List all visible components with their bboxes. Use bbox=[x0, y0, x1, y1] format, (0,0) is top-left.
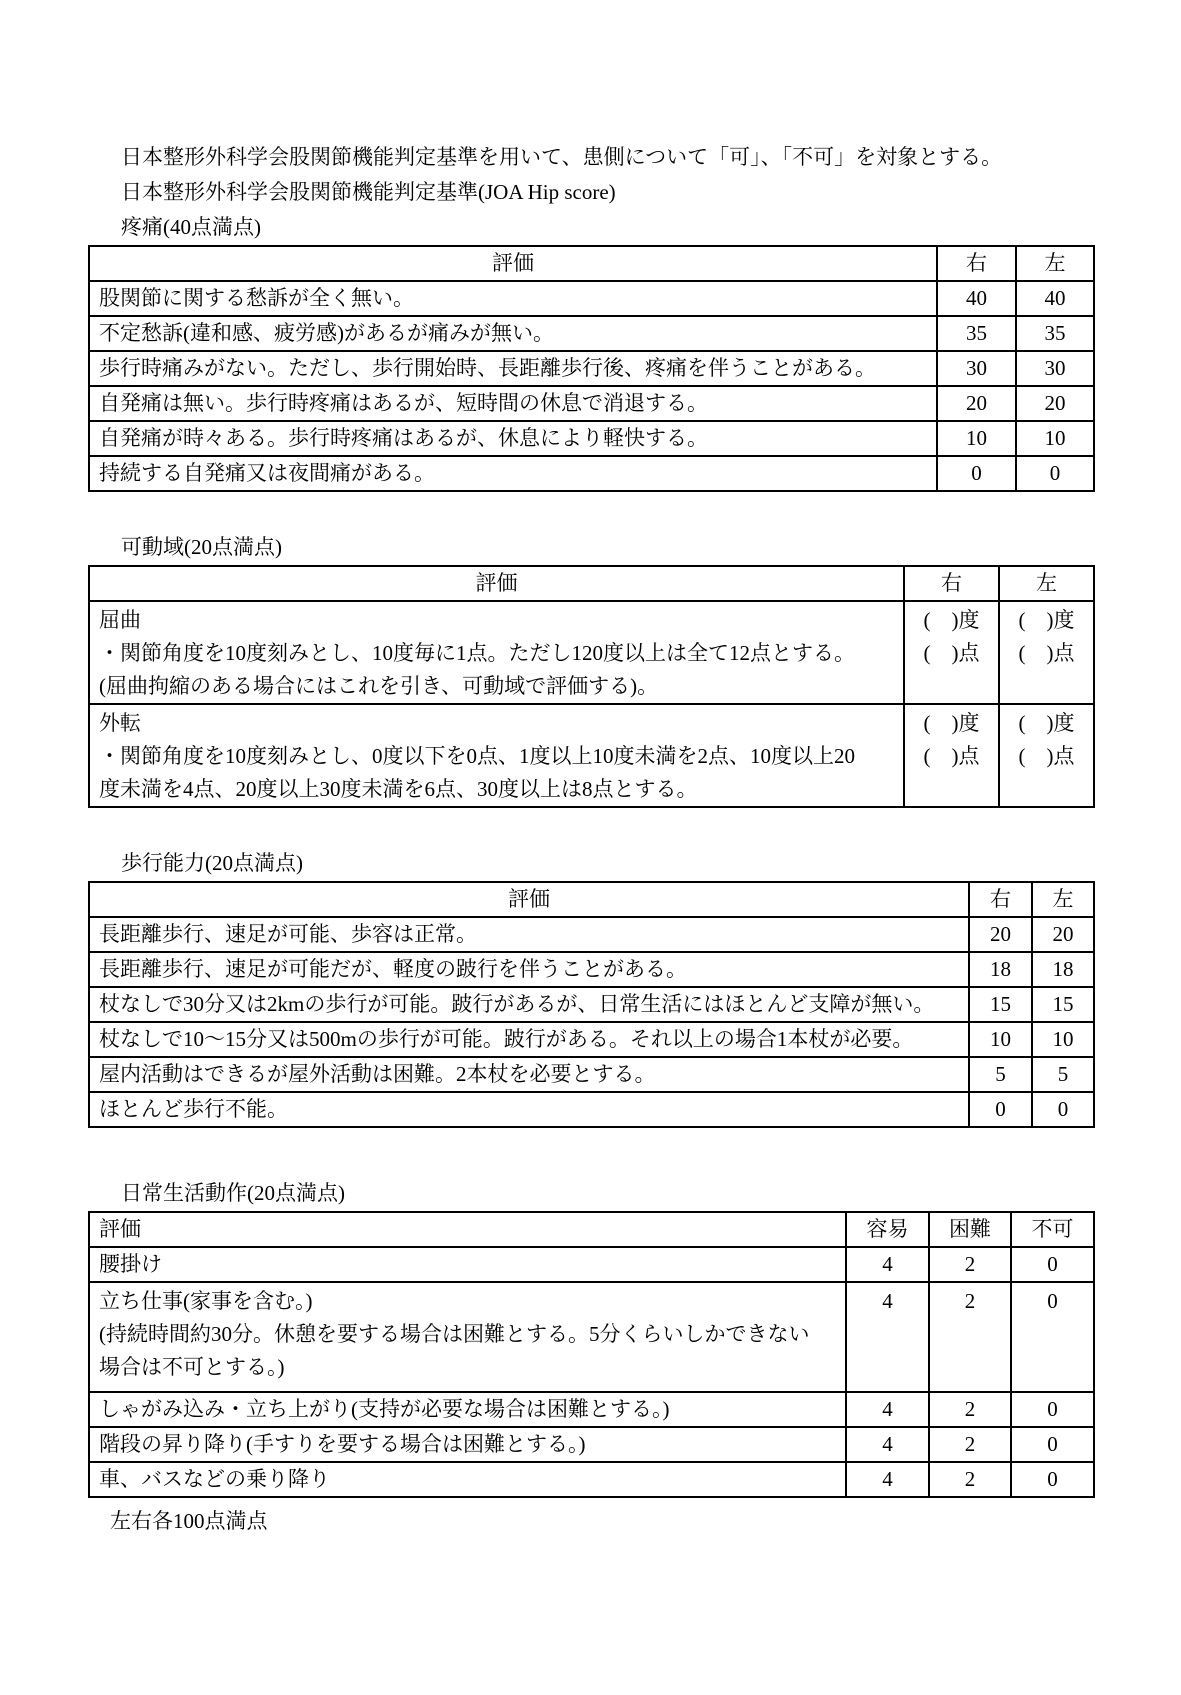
total-score-note: 左右各100点満点 bbox=[110, 1509, 268, 1533]
left-score-cell: 40 bbox=[1016, 281, 1094, 316]
right-entry-cell bbox=[904, 601, 999, 704]
pain-section-title: 疼痛(40点満点) bbox=[121, 215, 261, 239]
cell-line: ・関節角度を10度刻みとし、10度毎に1点。ただし120度以上は全て12点とする。 bbox=[99, 641, 855, 665]
pain-left-header: 左 bbox=[1016, 246, 1094, 281]
left-score-cell: 0 bbox=[1016, 456, 1094, 491]
right-score-cell: 30 bbox=[937, 351, 1016, 386]
easy-score-cell: 4 bbox=[846, 1392, 929, 1427]
criterion-cell: 不定愁訴(違和感、疲労感)があるが痛みが無い。 bbox=[89, 316, 937, 351]
right-score-cell: 18 bbox=[969, 952, 1032, 987]
right-score-cell: 10 bbox=[969, 1022, 1032, 1057]
cell-line: (屈曲拘縮のある場合にはこれを引き、可動域で評価する)。 bbox=[99, 674, 659, 698]
degree-blank: ( )度 bbox=[1018, 711, 1075, 735]
intro-line-2: 日本整形外科学会股関節機能判定基準(JOA Hip score) bbox=[121, 180, 616, 204]
right-score-cell: 35 bbox=[937, 316, 1016, 351]
table-row bbox=[89, 456, 1094, 491]
criterion-cell: 屋内活動はできるが屋外活動は困難。2本杖を必要とする。 bbox=[89, 1057, 969, 1092]
cell-line: (持続時間約30分。休憩を要する場合は困難とする。5分くらいしかできない bbox=[99, 1322, 810, 1346]
left-entry-cell bbox=[999, 704, 1094, 807]
points-blank: ( )点 bbox=[1018, 744, 1075, 768]
criterion-cell bbox=[89, 704, 904, 807]
criterion-cell: ほとんど歩行不能。 bbox=[89, 1092, 969, 1127]
pain-eval-header: 評価 bbox=[89, 246, 937, 281]
criterion-cell bbox=[89, 601, 904, 704]
walk-right-header: 右 bbox=[969, 882, 1032, 917]
unable-score-cell: 0 bbox=[1011, 1282, 1094, 1392]
right-score-cell: 0 bbox=[937, 456, 1016, 491]
easy-score-cell: 4 bbox=[846, 1282, 929, 1392]
adl-easy-header: 容易 bbox=[846, 1212, 929, 1247]
table-row bbox=[89, 316, 1094, 351]
hard-score-cell: 2 bbox=[929, 1282, 1011, 1392]
criterion-cell: 腰掛け bbox=[89, 1247, 846, 1282]
criterion-cell: 股関節に関する愁訴が全く無い。 bbox=[89, 281, 937, 316]
adl-hard-header: 困難 bbox=[929, 1212, 1011, 1247]
pain-header-row bbox=[89, 246, 1094, 281]
left-score-cell: 0 bbox=[1032, 1092, 1094, 1127]
table-row bbox=[89, 1092, 1094, 1127]
criterion-cell: 自発痛が時々ある。歩行時疼痛はあるが、休息により軽快する。 bbox=[89, 421, 937, 456]
left-score-cell: 18 bbox=[1032, 952, 1094, 987]
criterion-cell: 自発痛は無い。歩行時疼痛はあるが、短時間の休息で消退する。 bbox=[89, 386, 937, 421]
right-score-cell: 20 bbox=[969, 917, 1032, 952]
hard-score-cell: 2 bbox=[929, 1392, 1011, 1427]
hard-score-cell: 2 bbox=[929, 1462, 1011, 1497]
rom-eval-header: 評価 bbox=[89, 566, 904, 601]
left-score-cell: 20 bbox=[1016, 386, 1094, 421]
cell-line: 外転 bbox=[99, 711, 141, 735]
intro-line-1: 日本整形外科学会股関節機能判定基準を用いて、患側について「可」、「不可」を対象とする。 bbox=[121, 145, 1003, 169]
table-row bbox=[89, 1462, 1094, 1497]
document-content bbox=[88, 140, 1093, 1539]
right-score-cell: 10 bbox=[937, 421, 1016, 456]
criterion-cell: 階段の昇り降り(手すりを要する場合は困難とする。) bbox=[89, 1427, 846, 1462]
pain-table bbox=[88, 245, 1095, 492]
right-score-cell: 15 bbox=[969, 987, 1032, 1022]
rom-table bbox=[88, 565, 1095, 808]
walk-section-title: 歩行能力(20点満点) bbox=[121, 851, 303, 875]
rom-header-row bbox=[89, 566, 1094, 601]
adl-section-title: 日常生活動作(20点満点) bbox=[121, 1181, 345, 1205]
table-row bbox=[89, 1057, 1094, 1092]
table-row bbox=[89, 386, 1094, 421]
left-score-cell: 20 bbox=[1032, 917, 1094, 952]
cell-line: ・関節角度を10度刻みとし、0度以下を0点、1度以上10度未満を2点、10度以上20 bbox=[99, 744, 855, 768]
criterion-cell: しゃがみ込み・立ち上がり(支持が必要な場合は困難とする。) bbox=[89, 1392, 846, 1427]
adl-eval-header: 評価 bbox=[89, 1212, 846, 1247]
criterion-cell: 杖なしで10〜15分又は500mの歩行が可能。跛行がある。それ以上の場合1本杖が必要。 bbox=[89, 1022, 969, 1057]
rom-section-title: 可動域(20点満点) bbox=[121, 535, 282, 559]
table-row bbox=[89, 1392, 1094, 1427]
left-score-cell: 10 bbox=[1032, 1022, 1094, 1057]
hard-score-cell: 2 bbox=[929, 1427, 1011, 1462]
left-score-cell: 35 bbox=[1016, 316, 1094, 351]
unable-score-cell: 0 bbox=[1011, 1247, 1094, 1282]
left-score-cell: 5 bbox=[1032, 1057, 1094, 1092]
rom-row-abduction bbox=[89, 704, 1094, 807]
pain-right-header: 右 bbox=[937, 246, 1016, 281]
left-score-cell: 10 bbox=[1016, 421, 1094, 456]
unable-score-cell: 0 bbox=[1011, 1462, 1094, 1497]
table-row bbox=[89, 917, 1094, 952]
criterion-cell: 車、バスなどの乗り降り bbox=[89, 1462, 846, 1497]
right-entry-cell bbox=[904, 704, 999, 807]
criterion-cell: 杖なしで30分又は2kmの歩行が可能。跛行があるが、日常生活にはほとんど支障が無い。 bbox=[89, 987, 969, 1022]
left-entry-cell bbox=[999, 601, 1094, 704]
easy-score-cell: 4 bbox=[846, 1247, 929, 1282]
rom-left-header: 左 bbox=[999, 566, 1094, 601]
criterion-cell: 歩行時痛みがない。ただし、歩行開始時、長距離歩行後、疼痛を伴うことがある。 bbox=[89, 351, 937, 386]
table-row bbox=[89, 1022, 1094, 1057]
rom-row-flexion bbox=[89, 601, 1094, 704]
right-score-cell: 5 bbox=[969, 1057, 1032, 1092]
adl-table bbox=[88, 1211, 1095, 1498]
table-row bbox=[89, 1282, 1094, 1392]
table-row bbox=[89, 1427, 1094, 1462]
rom-right-header: 右 bbox=[904, 566, 999, 601]
walk-left-header: 左 bbox=[1032, 882, 1094, 917]
cell-line: 度未満を4点、20度以上30度未満を6点、30度以上は8点とする。 bbox=[99, 777, 698, 801]
adl-unable-header: 不可 bbox=[1011, 1212, 1094, 1247]
table-row bbox=[89, 952, 1094, 987]
table-row bbox=[89, 987, 1094, 1022]
points-blank: ( )点 bbox=[923, 641, 980, 665]
right-score-cell: 20 bbox=[937, 386, 1016, 421]
left-score-cell: 15 bbox=[1032, 987, 1094, 1022]
walk-header-row bbox=[89, 882, 1094, 917]
cell-line: 屈曲 bbox=[99, 608, 141, 632]
degree-blank: ( )度 bbox=[923, 608, 980, 632]
left-score-cell: 30 bbox=[1016, 351, 1094, 386]
table-row bbox=[89, 281, 1094, 316]
adl-header-row bbox=[89, 1212, 1094, 1247]
criterion-cell: 長距離歩行、速足が可能だが、軽度の跛行を伴うことがある。 bbox=[89, 952, 969, 987]
cell-line: 立ち仕事(家事を含む。) bbox=[99, 1289, 313, 1313]
walk-table bbox=[88, 881, 1095, 1128]
table-row bbox=[89, 1247, 1094, 1282]
points-blank: ( )点 bbox=[1018, 641, 1075, 665]
easy-score-cell: 4 bbox=[846, 1427, 929, 1462]
cell-line: 場合は不可とする。) bbox=[99, 1355, 285, 1379]
criterion-cell: 長距離歩行、速足が可能、歩容は正常。 bbox=[89, 917, 969, 952]
criterion-cell bbox=[89, 1282, 846, 1392]
degree-blank: ( )度 bbox=[923, 711, 980, 735]
easy-score-cell: 4 bbox=[846, 1462, 929, 1497]
hard-score-cell: 2 bbox=[929, 1247, 1011, 1282]
degree-blank: ( )度 bbox=[1018, 608, 1075, 632]
right-score-cell: 40 bbox=[937, 281, 1016, 316]
table-row bbox=[89, 421, 1094, 456]
unable-score-cell: 0 bbox=[1011, 1427, 1094, 1462]
points-blank: ( )点 bbox=[923, 744, 980, 768]
unable-score-cell: 0 bbox=[1011, 1392, 1094, 1427]
right-score-cell: 0 bbox=[969, 1092, 1032, 1127]
criterion-cell: 持続する自発痛又は夜間痛がある。 bbox=[89, 456, 937, 491]
table-row bbox=[89, 351, 1094, 386]
walk-eval-header: 評価 bbox=[89, 882, 969, 917]
